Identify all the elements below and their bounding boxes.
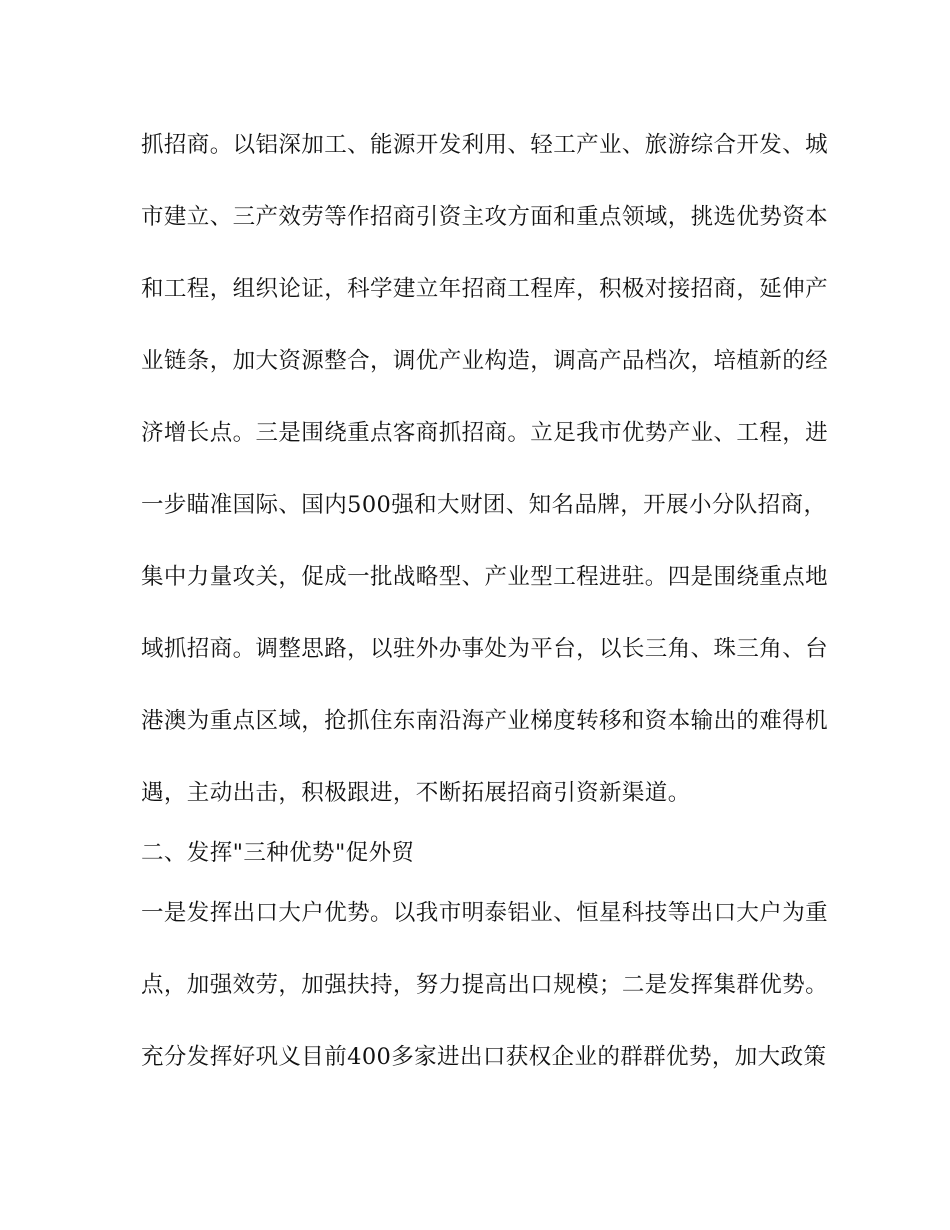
- body-text-line: 域抓招商。调整思路，以驻外办事处为平台，以长三角、珠三角、台: [141, 636, 829, 662]
- body-text-line: 遇，主动出击，积极跟进，不断拓展招商引资新渠道。: [141, 780, 691, 806]
- body-text-line: 集中力量攻关，促成一批战略型、产业型工程进驻。四是围绕重点地: [141, 564, 829, 590]
- body-text-line: 一是发挥出口大户优势。以我市明泰铝业、恒星科技等出口大户为重: [141, 900, 829, 926]
- body-text-line: 港澳为重点区域，抢抓住东南沿海产业梯度转移和资本输出的难得机: [141, 708, 829, 734]
- body-text-line: 一步瞄准国际、国内500强和大财团、知名品牌，开展小分队招商，: [141, 492, 827, 518]
- body-text-line: 和工程，组织论证，科学建立年招商工程库，积极对接招商，延伸产: [141, 276, 829, 302]
- body-text-line: 业链条，加大资源整合，调优产业构造，调高产品档次，培植新的经: [141, 348, 829, 374]
- body-text-line: 市建立、三产效劳等作招商引资主攻方面和重点领域，挑选优势资本: [141, 204, 829, 230]
- body-text-line: 点，加强效劳，加强扶持，努力提高出口规模；二是发挥集群优势。: [141, 972, 829, 998]
- body-text-line: 抓招商。以铝深加工、能源开发利用、轻工产业、旅游综合开发、城: [141, 132, 829, 158]
- body-text-line: 充分发挥好巩义目前400多家进出口获权企业的群群优势，加大政策: [141, 1044, 827, 1070]
- body-text-line: 济增长点。三是围绕重点客商抓招商。立足我市优势产业、工程，进: [141, 420, 829, 446]
- section-heading: 二、发挥"三种优势"促外贸: [141, 840, 415, 866]
